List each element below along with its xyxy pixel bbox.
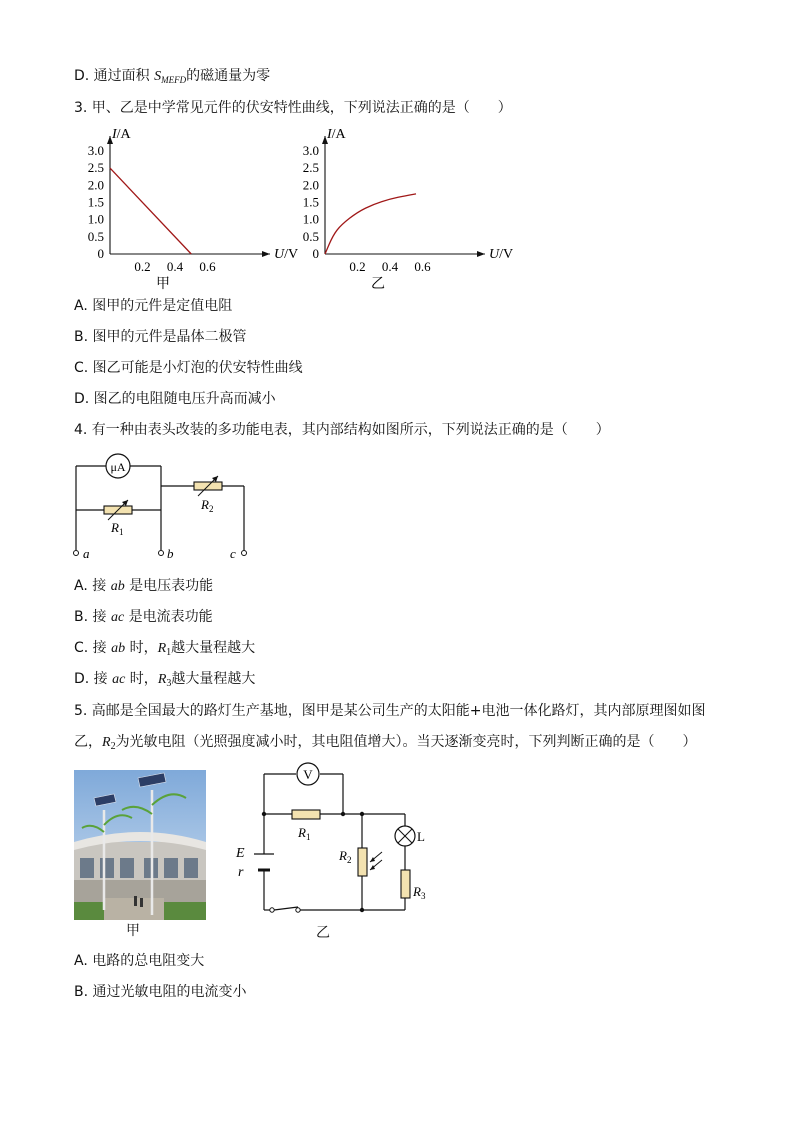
resistor-r3: [401, 870, 426, 901]
x-axis-label: U/V: [274, 247, 299, 262]
q5-stem-line2: 乙，$R_2$为光敏电阻（光照强度减小时，其电阻值增大）。当天逐渐变亮时，下列判断正确的是（ ）: [74, 734, 697, 752]
y-tick-label: 2.0: [302, 177, 319, 193]
y-tick-label: 3.0: [302, 142, 319, 158]
y-axis-label: I/A: [327, 127, 346, 142]
internal-resistance-label: r: [238, 865, 244, 880]
q3-option-c: C. 图乙可能是小灯泡的伏安特性曲线: [74, 360, 303, 376]
rheostat-r2: [194, 476, 222, 514]
x-tick-label: 0.2: [134, 259, 151, 274]
y-tick-label: 0.5: [302, 228, 319, 244]
q4-stem: 4. 有一种由表头改装的多功能电表，其内部结构如图所示，下列说法正确的是（ ）: [74, 422, 610, 438]
x-tick-label: 0.2: [349, 259, 366, 274]
svg-text:R3: $R_3$: [413, 884, 426, 901]
y-tick-label: 1.0: [302, 211, 319, 227]
x-axis-arrow: [262, 251, 270, 257]
svg-text:V: V: [303, 767, 313, 782]
q2-option-d: D. 通过面积 $S_{MEFD}$的磁通量为零: [74, 68, 271, 85]
q4-option-b: B. 接 ac 是电流表功能: [74, 609, 213, 625]
terminal-a: a: [83, 546, 90, 561]
x-tick-label: 0.6: [414, 259, 431, 274]
y-axis-label: I/A: [112, 127, 131, 142]
terminal-b: b: [167, 546, 174, 561]
voltmeter: [297, 763, 319, 785]
r1-label: $R_1$: [111, 520, 124, 537]
q4-option-c: C. 接 ab 时，$R_1$越大量程越大: [74, 640, 256, 658]
emf-label: E: [236, 846, 245, 861]
iv-chart-b: [295, 124, 514, 292]
x-axis-label: U/V: [489, 247, 514, 262]
y-tick-label: 1.5: [302, 194, 319, 210]
chart-caption: 乙: [371, 277, 385, 292]
r2-label: $R_2$: [201, 497, 214, 514]
q3-option-d: D. 图乙的电阻随电压升高而减小: [74, 391, 276, 407]
x-tick-label: 0.4: [166, 259, 184, 274]
q5-stem-line1: 5. 高邮是全国最大的路灯生产基地，图甲是某公司生产的太阳能+电池一体化路灯，其内部原理图如图: [74, 703, 706, 719]
microammeter: [106, 454, 130, 478]
rheostat-r1: [104, 500, 132, 537]
y-tick-label: 2.5: [87, 160, 104, 176]
svg-text:μA: μA: [110, 460, 126, 474]
q3-option-a: A. 图甲的元件是定值电阻: [74, 298, 233, 314]
x-tick-label: 0.4: [381, 259, 399, 274]
q5-option-a: A. 电路的总电阻变大: [74, 953, 205, 969]
svg-text:R1: $R_1$: [298, 825, 311, 842]
terminals: [74, 551, 247, 556]
q3-stem: 3. 甲、乙是中学常见元件的伏安特性曲线，下列说法正确的是（ ）: [74, 100, 512, 116]
photoresistor-r2: [338, 848, 382, 876]
q5-option-b: B. 通过光敏电阻的电流变小: [74, 984, 247, 1000]
y-tick-label: 1.0: [87, 211, 104, 227]
y-tick-label: 0: [312, 246, 319, 261]
svg-text:R2: $R_2$: [339, 848, 352, 865]
photo-caption: 甲: [126, 923, 140, 939]
terminal-c: c: [230, 546, 236, 561]
circuit-caption: 乙: [316, 925, 330, 941]
y-tick-label: 0.5: [87, 228, 104, 244]
y-tick-label: 2.5: [302, 160, 319, 176]
resistor-r1: [292, 810, 320, 842]
battery: [254, 854, 274, 870]
y-tick-label: 3.0: [87, 142, 104, 158]
y-tick-label: 0: [97, 246, 104, 261]
y-tick-label: 2.0: [87, 177, 104, 193]
iv-chart-a: [80, 124, 299, 292]
q4-option-a: A. 接 ab 是电压表功能: [74, 578, 214, 594]
q3-option-b: B. 图甲的元件是晶体二极管: [74, 329, 247, 345]
meter-circuit-diagram: [66, 450, 256, 570]
lamp: [395, 826, 425, 846]
q4-option-d: D. 接 ac 时，$R_3$越大量程越大: [74, 671, 256, 689]
y-tick-label: 1.5: [87, 194, 104, 210]
chart-caption: 甲: [156, 277, 170, 292]
photoresistor-circuit-diagram: [232, 760, 432, 920]
series-line: [325, 194, 416, 254]
svg-text:L: L: [417, 829, 425, 844]
x-tick-label: 0.6: [199, 259, 216, 274]
x-axis-arrow: [477, 251, 485, 257]
series-line: [110, 168, 191, 254]
street-lamp-photo: [74, 770, 206, 920]
